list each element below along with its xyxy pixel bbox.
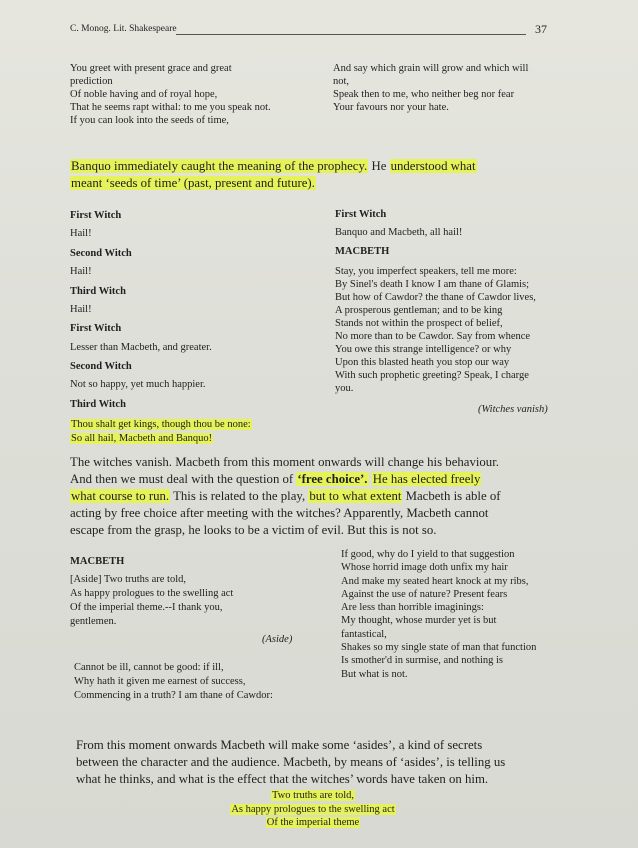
verse-line: And say which grain will grow and which will xyxy=(333,63,529,74)
header-rule xyxy=(176,34,526,35)
verse-line: Whose horrid image doth unfix my hair xyxy=(341,562,508,574)
verse-line: Of the imperial theme.--I thank you, xyxy=(70,602,223,613)
highlight: He has elected freely xyxy=(372,472,481,486)
verse-line: No more than to be Cawdor. Say from whence xyxy=(335,331,531,342)
verse-line: And make my seated heart knock at my ribs, xyxy=(341,575,529,587)
verse-line: You owe this strange intelligence? or why xyxy=(335,344,512,355)
running-header: C. Monog. Lit. Shakespeare xyxy=(70,24,177,34)
dialogue-line: Lesser than Macbeth, and greater. xyxy=(70,342,212,353)
dialogue-line: Hail! xyxy=(70,228,92,239)
verse-line: With such prophetic greeting? Speak, I charge xyxy=(335,370,529,381)
highlight: understood what xyxy=(390,159,476,173)
verse-line: Cannot be ill, cannot be good: if ill, xyxy=(74,662,224,673)
speaker-name: Third Witch xyxy=(70,399,126,410)
paragraph-asides: From this moment onwards Macbeth will make some ‘asides’, a kind of secrets between the character and the audience. Macbeth, by means of ‘asides’, is telling us what he thinks, and what is the effect that the witches’ words have taken on him. xyxy=(76,738,506,786)
highlight: As happy prologues to the swelling act xyxy=(231,803,395,815)
speaker-name: Second Witch xyxy=(70,248,132,259)
verse-line: If you can look into the seeds of time, xyxy=(70,115,229,126)
verse-line: By Sinel's death I know I am thane of Glamis; xyxy=(335,279,530,290)
speaker-name: First Witch xyxy=(70,210,122,221)
highlight: but to what extent xyxy=(309,489,402,503)
verse-line: Is smother'd in surmise, and nothing is xyxy=(341,655,504,667)
highlight: Thou shalt get kings, though thou be none: xyxy=(71,419,251,430)
verse-line: A prosperous gentleman; and to be king xyxy=(335,305,503,316)
speaker-name: First Witch xyxy=(335,209,387,220)
page-number: 37 xyxy=(535,22,547,36)
dialogue-line: Hail! xyxy=(70,304,92,315)
speech-left-b xyxy=(74,661,273,703)
verse-line: Against the use of nature? Present fears xyxy=(341,588,508,600)
verse-line: Shakes so my single state of man that function xyxy=(341,642,537,654)
paragraph-banquo: Banquo immediately caught the meaning of the prophecy. He understood what meant ‘seeds of time’ (past, present and future). xyxy=(71,159,476,190)
verse-line: Stay, you imperfect speakers, tell me more: xyxy=(335,266,517,277)
dialogue-line: Hail! xyxy=(70,266,92,277)
speaker-name: Third Witch xyxy=(70,286,126,297)
third-witch-lines xyxy=(70,418,252,446)
verse-line: fantastical, xyxy=(341,628,387,640)
paragraph-free-choice: The witches vanish. Macbeth from this moment onwards will change his behaviour. And then we must deal with the question of ‘free choice’. He has elected freely what course to run. This is related to the play, but to what extent Macbeth is able of acting by free choice after meeting with the witches? Apparently, Macbeth cannot escape from the grasp, he looks to be a victim of evil. But this is not so. xyxy=(70,455,501,537)
verse-line: gentlemen. xyxy=(70,616,117,627)
dialogue-line: Not so happy, yet much happier. xyxy=(70,379,206,390)
top-verse-left xyxy=(70,62,271,127)
highlight: ‘free choice’. xyxy=(297,472,368,486)
speaker-name: MACBETH xyxy=(70,556,125,567)
closing-quote xyxy=(200,789,426,830)
highlight: Banquo immediately caught the meaning of the prophecy. xyxy=(71,159,368,173)
highlight: Of the imperial theme xyxy=(266,817,360,828)
verse-line: Stands not within the prospect of belief, xyxy=(335,318,503,329)
highlight: Two truths are told, xyxy=(271,790,355,801)
verse-line: not, xyxy=(333,76,350,87)
verse-line: Why hath it given me earnest of success, xyxy=(74,676,246,687)
speaker-name: First Witch xyxy=(70,323,122,334)
verse-line: But what is not. xyxy=(341,668,408,680)
macbeth-reply xyxy=(335,265,536,395)
speech-left-a xyxy=(70,573,233,629)
verse-line: Commencing in a truth? I am thane of Cawdor: xyxy=(74,690,273,701)
verse-line: But how of Cawdor? the thane of Cawdor lives, xyxy=(335,292,536,303)
verse-line: Speak then to me, who neither beg nor fear xyxy=(333,89,515,100)
highlight: So all hail, Macbeth and Banquo! xyxy=(71,433,213,444)
verse-line: If good, why do I yield to that suggestion xyxy=(341,549,515,560)
verse-line: prediction xyxy=(70,76,113,87)
verse-line: Of noble having and of royal hope, xyxy=(70,89,218,100)
stage-direction: (Aside) xyxy=(262,634,293,645)
verse-line: You greet with present grace and great xyxy=(70,63,232,74)
speaker-name: MACBETH xyxy=(335,246,390,257)
verse-line: That he seems rapt withal: to me you speak not. xyxy=(70,102,271,113)
verse-line: Upon this blasted heath you stop our way xyxy=(335,357,510,368)
verse-line: you. xyxy=(335,383,354,394)
top-verse-right xyxy=(333,62,528,114)
highlight: meant ‘seeds of time’ (past, present and future). xyxy=(71,176,315,190)
dialogue-line: Banquo and Macbeth, all hail! xyxy=(335,227,463,238)
verse-line: Are less than horrible imaginings: xyxy=(341,602,484,614)
verse-line: [Aside] Two truths are told, xyxy=(70,574,187,585)
verse-line: My thought, whose murder yet is but xyxy=(341,615,497,627)
stage-direction: (Witches vanish) xyxy=(478,404,548,415)
verse-line: As happy prologues to the swelling act xyxy=(70,588,234,599)
speech-right xyxy=(341,548,536,681)
verse-line: Your favours nor your hate. xyxy=(333,102,449,113)
highlight: what course to run. xyxy=(71,489,170,503)
speaker-name: Second Witch xyxy=(70,361,132,372)
